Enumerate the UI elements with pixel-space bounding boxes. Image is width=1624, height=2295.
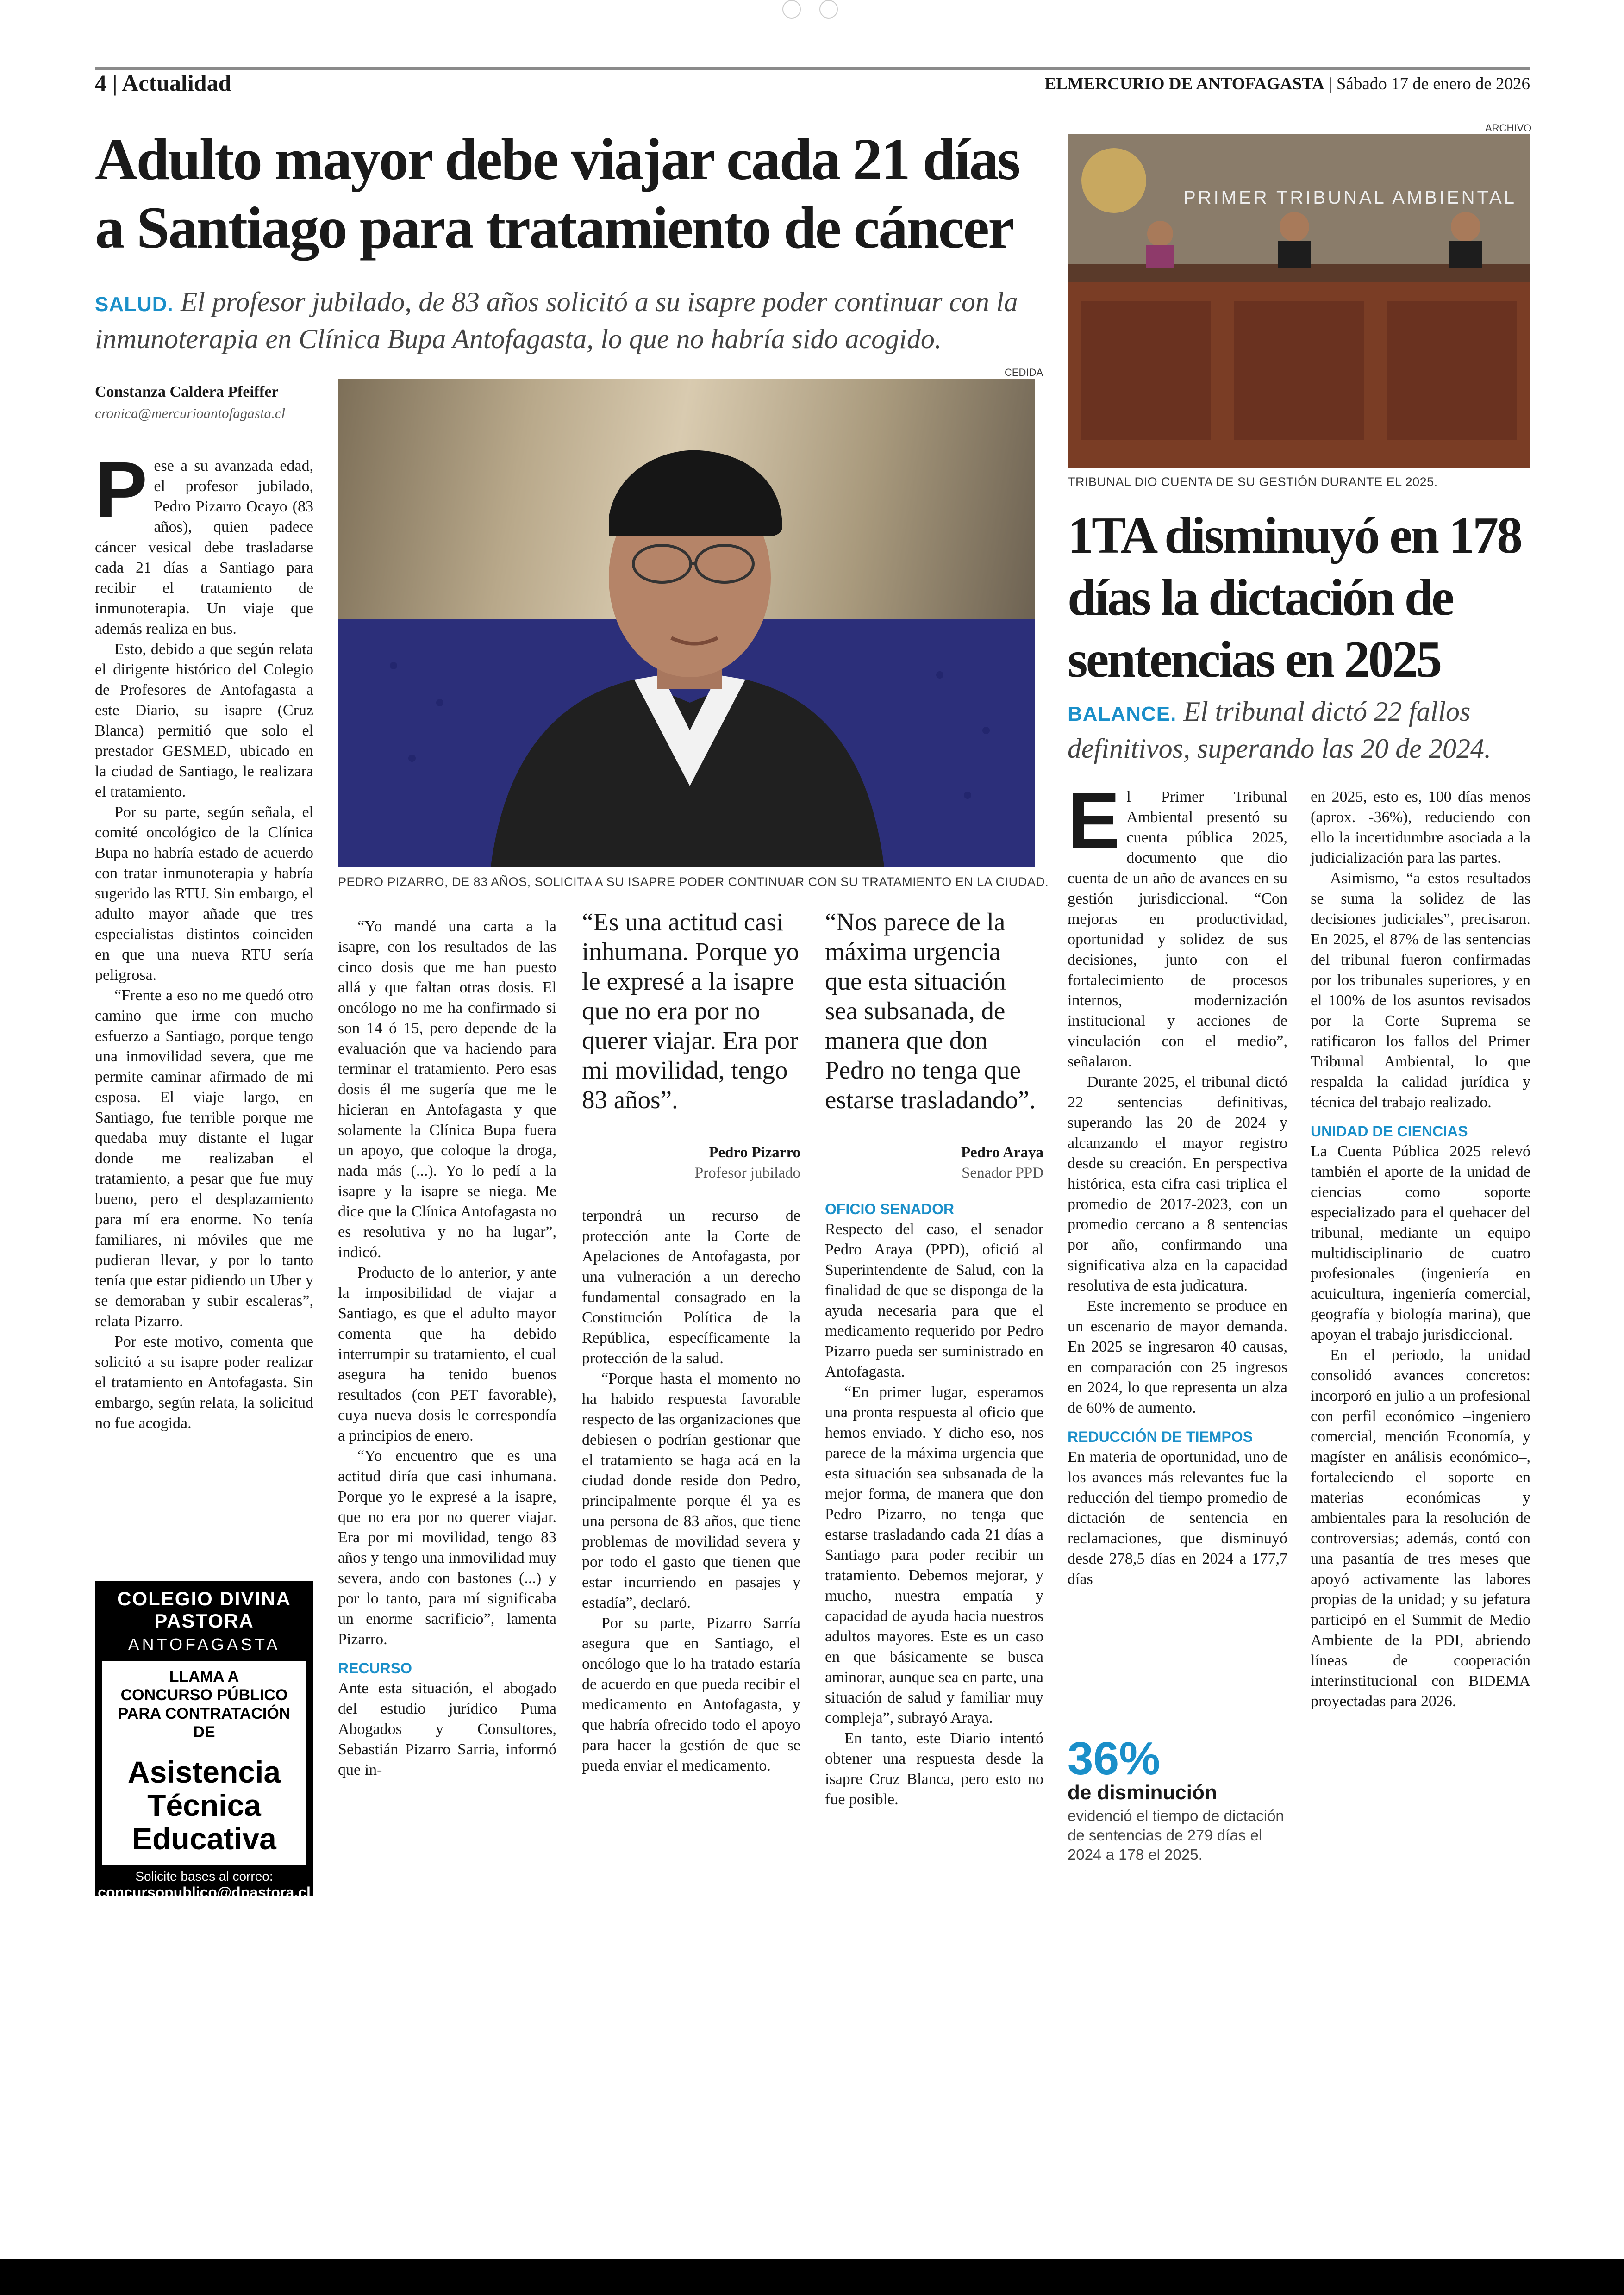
stat-number: 36%: [1068, 1733, 1161, 1784]
ad-line: PASTORA: [154, 1610, 254, 1632]
paragraph: En tanto, este Diario intentó obtener una respuesta desde la isapre Cruz Blanca, pero esto no fue posible.: [825, 1730, 1043, 1808]
ad-line: Asistencia: [127, 1755, 281, 1789]
pull-quote-1: [582, 907, 800, 1183]
header-rule: [95, 67, 1530, 70]
subheading-recurso: RECURSO: [338, 1660, 412, 1677]
paper-name: ELMERCURIO DE ANTOFAGASTA: [1044, 75, 1324, 94]
main-column-3: [582, 1206, 800, 1776]
issue-date: Sábado 17 de enero de 2026: [1336, 75, 1530, 94]
portrait-illustration: [338, 379, 1035, 867]
quote-attribution: [825, 1142, 1043, 1183]
deck-label: SALUD.: [95, 293, 174, 316]
main-column-1: [95, 446, 313, 1434]
subheading-oficio: OFICIO SENADOR: [825, 1201, 955, 1217]
lead-text: ese a su avanzada edad, el profesor jubilado, Pedro Pizarro Ocayo (83 años), quien padece cáncer vesical debe trasladarse cada 21 días a Santiago para recibir el tratamiento de inmunoterapia. Un viaje que además realiza en bus.: [95, 457, 313, 637]
ad-line: CONCURSO PÚBLICO: [120, 1686, 288, 1704]
side-deck: [1068, 694, 1530, 766]
ad-line: COLEGIO DIVINA: [117, 1588, 291, 1609]
paragraph: Esto, debido a que según relata el dirigente histórico del Colegio de Profesores de Antofagasta a este Diario, su isapre (Cruz Blanca) permitió que solo el prestador GESMED, ubicado en la ciudad de Santiago, le realizara el tratamiento.: [95, 641, 313, 800]
paragraph: Por su parte, Pizarro Sarría asegura que en Santiago, el oncólogo que lo ha tratado estaría de acuerdo en que pueda recibir el medicamento en Antofagasta, y que habría ofrecido todo el apoyo para hacer la gestión de que se pueda enviar el medicamento.: [582, 1615, 800, 1774]
pull-quote-2: [825, 907, 1043, 1183]
quote-attribution: [582, 1142, 800, 1183]
paragraph: Producto de lo anterior, y ante la imposibilidad de viajar a Santiago, es que el adulto mayor comenta que ha debido interrumpir su tratamiento, el cual asegura ha tenido buenos resultados (con PET favorable), cuya nueva dosis le correspondía a principios de enero.: [338, 1264, 556, 1444]
paragraph: “Frente a eso no me quedó otro camino que irme con mucho esfuerzo a Santiago, porque tengo una inmovilidad severa, que me permite caminar afirmado de mi esposa. El viaje largo, en Santiago, fue terrible porque me quedaba muy distante el lugar donde me realizaban el tratamiento, a pesar que fue muy bueno, pero el desplazamiento para mí era enorme. No tenía familiares, ni móviles que me pudieran llevar, y por lo tanto tenía que estar pidiendo un Uber y se demoraban y subir escaleras”, relata Pizarro.: [95, 987, 313, 1330]
quote-role: Profesor jubilado: [694, 1165, 800, 1181]
page-number: 4: [95, 70, 106, 96]
paragraph: Respecto del caso, el senador Pedro Araya (PPD), ofició al Superintendente de Salud, con la finalidad de que se disponga de la ayuda necesaria para que el medicamento requerido por Pedro Pizarro pueda ser suministrado en Antofagasta.: [825, 1221, 1043, 1380]
side-photo: [1068, 134, 1530, 468]
paragraph: En materia de oportunidad, uno de los avances más relevantes fue la reducción del tiempo promedio de dictación de sentencia en reclamaciones, que disminuyó desde 278,5 días en 2024 a 177,7 días: [1068, 1448, 1287, 1588]
page-dot[interactable]: [782, 0, 801, 19]
photo-credit: CEDIDA: [1005, 367, 1043, 378]
side-photo-credit: ARCHIVO: [1485, 122, 1532, 134]
lead-text: l Primer Tribunal Ambiental presentó su cuenta pública 2025, documento que dio cuenta de un año de avances en su gestión jurisdiccional. “Con mejoras en productividad, oportunidad y solidez de sus decisiones, junto con el fortalecimiento de procesos internos, modernización institucional y acciones de vinculación con el medio”, señalaron.: [1068, 788, 1287, 1070]
quote-name: Pedro Pizarro: [709, 1144, 800, 1161]
ad-line: ANTOFAGASTA: [128, 1635, 281, 1654]
ad-line: Educativa: [132, 1821, 276, 1856]
deck-text: El tribunal dictó 22 fallos definitivos, superando las 20 de 2024.: [1068, 696, 1491, 764]
tribunal-illustration: [1068, 134, 1530, 468]
main-column-4: [825, 1199, 1043, 1810]
bottom-bar: [0, 2259, 1624, 2295]
quote-role: Senador PPD: [962, 1165, 1043, 1181]
paragraph: Por este motivo, comenta que solicitó a su isapre poder realizar el tratamiento en Antofagasta. Sin embargo, según relata, la solicitud no fue acogida.: [95, 1333, 313, 1432]
ad-panel: [102, 1661, 306, 1865]
stat-text: evidenció el tiempo de dictación de sentencias de 279 días el 2024 a 178 el 2025.: [1068, 1807, 1284, 1863]
section-name: Actualidad: [122, 70, 231, 96]
drop-cap: E: [1068, 777, 1120, 865]
paragraph: En el periodo, la unidad consolidó avances concretos: incorporó en julio a un profesional con perfil económico –ingeniero comercial, mención Economía, y magíster en análisis económico–, fortaleciendo el soporte en materias económicas y ambientales para la resolución de controversias; además, contó con una pasantía de tres meses que apoyó activamente las labores propias de la unidad; y su jefatura participó en el Summit de Medio Ambiente de la PDI, abriendo líneas de cooperación interinstitucional con BIDEMA proyectadas para 2026.: [1311, 1347, 1530, 1710]
page-indicator: [782, 0, 838, 19]
author-email[interactable]: cronica@mercurioantofagasta.cl: [95, 405, 286, 421]
paragraph: “Yo encuentro que es una actitud diría que casi inhumana. Porque yo le expresé a la isapre, que no era por no querer viajar. Era por mi movilidad, tengo 83 años y tengo una inmovilidad muy severa, ando con bastones (...) y por lo tanto, para mí significaba un enorme sacrificio”, lamenta Pizarro.: [338, 1447, 556, 1648]
ad-line: Técnica: [147, 1788, 261, 1822]
deck-label: BALANCE.: [1068, 703, 1177, 725]
paragraph: “Yo mandé una carta a la isapre, con los resultados de las cinco dosis que me han puesto allá y que faltan otras dosis. El oncólogo no me ha confirmado si son 14 ó 15, pero depende de la evaluación que va haciendo para terminar el tratamiento. Pero esas dosis él me sugería que me le hicieran en Antofagasta y que solamente la Clínica Bupa fuera un apoyo, que coloque la droga, nada más (...). Yo lo pedí a la isapre y la isapre se niega. Me dice que la Clínica Antofagasta no es resolutiva y no ha lugar”, indicó.: [338, 918, 556, 1261]
ad-line: PARA CONTRATACIÓN DE: [118, 1705, 291, 1741]
lead-paragraph: [1068, 777, 1287, 1072]
main-photo-caption: PEDRO PIZARRO, DE 83 AÑOS, SOLICITA A SU ISAPRE PODER CONTINUAR CON SU TRATAMIENTO EN LA CIUDAD.: [338, 875, 1049, 889]
quote-name: Pedro Araya: [961, 1144, 1043, 1161]
page-dot[interactable]: [819, 0, 838, 19]
paper-header: ELMERCURIO DE ANTOFAGASTA | Sábado 17 de enero de 2026: [1044, 75, 1530, 94]
ad-email[interactable]: concursopublico@dpastora.cl: [98, 1884, 311, 1901]
quote-text: “Nos parece de la máxima urgencia que esta situación sea subsanada, de manera que don Pedro no tenga que estarse trasladando”.: [825, 908, 1036, 1114]
paragraph: en 2025, esto es, 100 días menos (aprox. -36%), reduciendo con ello la incertidumbre asociada a la judicialización para las partes.: [1311, 788, 1530, 867]
deck-text: El profesor jubilado, de 83 años solicitó a su isapre poder continuar con la inmunoterapia en Clínica Bupa Antofagasta, lo que no habría sido acogido.: [95, 287, 1018, 354]
side-column-2: [1311, 787, 1530, 1712]
ad-line: Solicite bases al correo:: [135, 1869, 273, 1883]
side-column-1: [1068, 777, 1287, 1590]
paragraph: La Cuenta Pública 2025 relevó también el aporte de la unidad de ciencias como soporte especializado para el quehacer del tribunal, mediante un equipo multidisciplinario de cuatro profesionales (ingeniería en acuicultura, ingeniería comercial, geografía y biología marina), que apoyan el trabajo jurisdiccional.: [1311, 1143, 1530, 1343]
section-header: 4 | Actualidad: [95, 70, 231, 96]
quote-text: “Es una actitud casi inhumana. Porque yo le expresé a la isapre que no era por no querer viajar. Era por mi movilidad, tengo 83 años”.: [582, 908, 799, 1114]
stat-label: de disminución: [1068, 1781, 1217, 1804]
paragraph: “Porque hasta el momento no ha habido respuesta favorable respecto de las organizaciones que debiesen o podrían gestionar que el tratamiento se haga acá en la ciudad donde reside don Pedro, principalmente porque él ya es una persona de 83 años, que tiene problemas de movilidad severa y por todo el gasto que tienen que estar incurriendo en pasajes y estadía”, declaró.: [582, 1370, 800, 1611]
paragraph: Ante esta situación, el abogado del estudio jurídico Puma Abogados y Consultores, Sebastián Pizarro Sarria, informó que in-: [338, 1680, 556, 1778]
paragraph: Por su parte, según señala, el comité oncológico de la Clínica Bupa no habría estado de acuerdo con tratar inmunoterapia y habría sugerido las RTU. Sin embargo, el adulto mayor añade que tres especialistas distintos coinciden en que una nueva RTU sería peligrosa.: [95, 804, 313, 984]
tribunal-sign: PRIMER TRIBUNAL AMBIENTAL: [1183, 187, 1517, 208]
main-deck: [95, 285, 1058, 356]
main-headline: Adulto mayor debe viajar cada 21 días a Santiago para tratamiento de cáncer: [95, 126, 1019, 261]
side-headline: 1TA disminuyó en 178 días la dictación de sentencias en 2025: [1068, 507, 1521, 688]
paragraph: “En primer lugar, esperamos una pronta respuesta al oficio que hemos enviado. Y dicho eso, nos parece de la máxima urgencia que esta situación sea subsanada de la mejor forma, de manera que don Pedro Pizarro, no tenga que estarse trasladando cada 21 días a Santiago para poder recibir un tratamiento. Debemos mejorar, y mucho, nuestra empatía y capacidad de ayuda hacia nuestros adultos mayores. Este es un caso en que básicamente se busca aminorar, aunque sea en parte, una situación de salud y familiar muy compleja”, subrayó Araya.: [825, 1384, 1043, 1727]
lead-paragraph: [95, 446, 313, 639]
ad-line: LLAMA A: [169, 1668, 239, 1685]
subheading-unidad: UNIDAD DE CIENCIAS: [1311, 1123, 1468, 1140]
advertisement[interactable]: [95, 1581, 313, 1901]
side-photo-caption: TRIBUNAL DIO CUENTA DE SU GESTIÓN DURANTE EL 2025.: [1068, 475, 1438, 489]
paragraph: Durante 2025, el tribunal dictó 22 sentencias definitivas, superando las 20 de 2024 y alcanzando el mayor registro desde su creación. En perspectiva histórica, esta cifra casi triplica el promedio de 2017-2023, con un promedio cercano a 8 sentencias por año, confirmando una significativa alza en la capacidad resolutiva de esta judicatura.: [1068, 1073, 1287, 1294]
author-name: Constanza Caldera Pfeiffer: [95, 383, 279, 400]
main-photo: [338, 379, 1035, 867]
main-column-2: [338, 917, 556, 1780]
drop-cap: P: [95, 446, 148, 534]
subheading-reduccion: REDUCCIÓN DE TIEMPOS: [1068, 1428, 1253, 1445]
paragraph: terpondrá un recurso de protección ante la Corte de Apelaciones de Antofagasta, por una vulneración a un derecho fundamental consagrado en la Constitución Política de la República, específicamente la protección de la salud.: [582, 1207, 800, 1367]
paragraph: Este incremento se produce en un escenario de mayor demanda. En 2025 se ingresaron 40 causas, en comparación con 25 ingresos en 2024, lo que representa un alza de 60% de aumento.: [1068, 1297, 1287, 1416]
paragraph: Asimismo, “a estos resultados se suma la solidez de las decisiones judiciales”, precisaron. En 2025, el 87% de las sentencias del tribunal fueron confirmadas por los tribunales superiores, y en el 100% de los asuntos revisados por la Corte Suprema se ratificaron los fallos del Primer Tribunal Ambiental, lo que respalda la calidad jurídica y técnica del trabajo realizado.: [1311, 870, 1530, 1111]
